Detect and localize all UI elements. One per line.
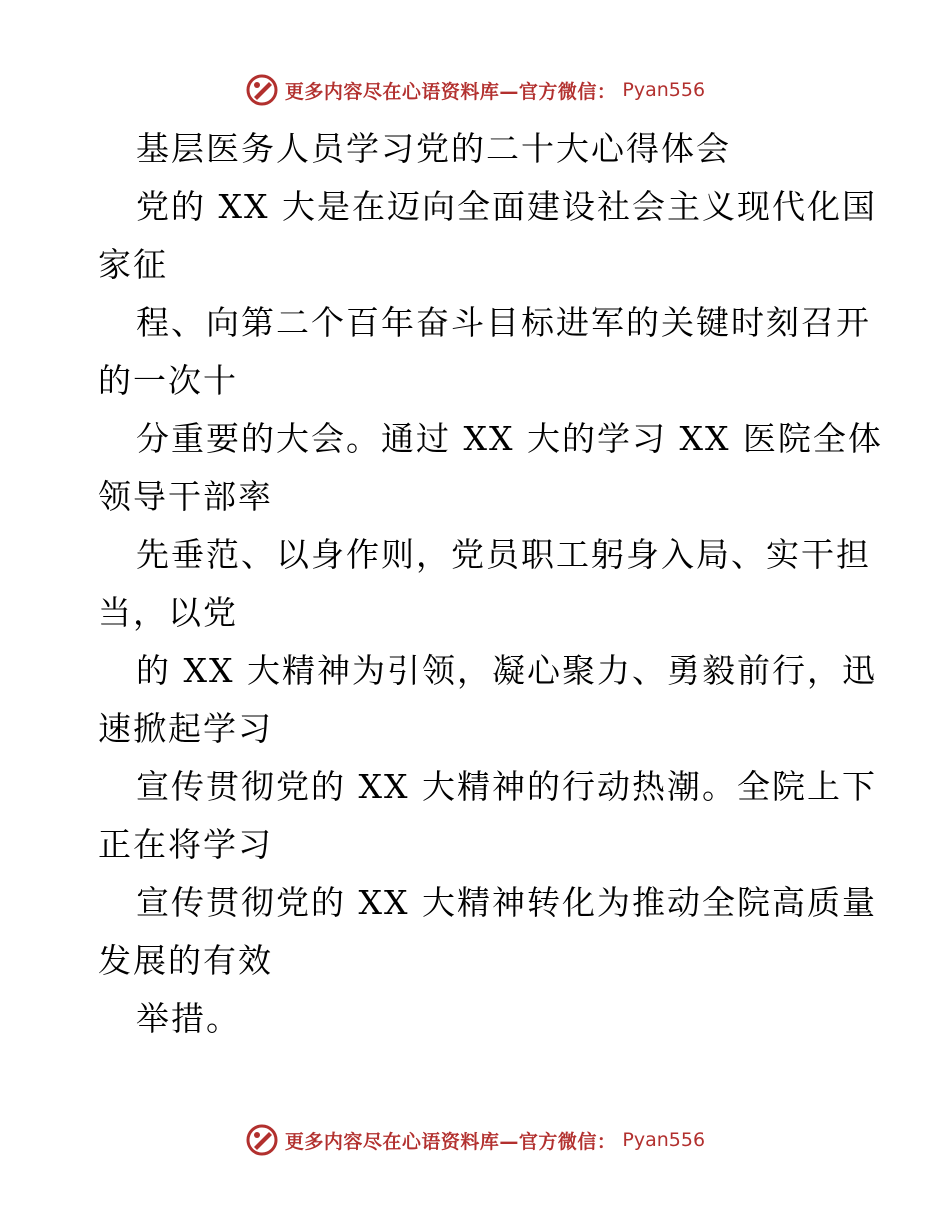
seal-logo-icon xyxy=(245,73,279,107)
text-line: 正在将学习 xyxy=(98,825,273,864)
text-line: 举措。 xyxy=(136,999,241,1038)
text-line: 的 XX 大精神为引领，凝心聚力、勇毅前行，迅 xyxy=(136,651,877,690)
text-line: 分重要的大会。通过 XX 大的学习 XX 医院全体 xyxy=(136,419,883,458)
text-line: 党的 XX 大是在迈向全面建设社会主义现代化国 xyxy=(136,187,877,226)
text-line: 家征 xyxy=(98,245,168,284)
text-line: 当，以党 xyxy=(98,593,238,632)
text-line: 宣传贯彻党的 XX 大精神的行动热潮。全院上下 xyxy=(136,767,877,806)
footer-text: 更多内容尽在心语资料库—官方微信： xyxy=(284,1130,617,1153)
footer-wechat-id: Pyan556 xyxy=(622,1129,706,1151)
text-line: 领导干部率 xyxy=(98,477,273,516)
header-banner xyxy=(0,70,950,110)
text-line: 发展的有效 xyxy=(98,941,273,980)
header-wechat-id: Pyan556 xyxy=(622,79,706,101)
text-line: 宣传贯彻党的 XX 大精神转化为推动全院高质量 xyxy=(136,883,877,922)
text-line: 先垂范、以身作则，党员职工躬身入局、实干担 xyxy=(136,535,871,574)
text-line: 程、向第二个百年奋斗目标进军的关键时刻召开 xyxy=(136,303,871,342)
text-line: 速掀起学习 xyxy=(98,709,273,748)
header-text: 更多内容尽在心语资料库—官方微信： xyxy=(284,80,617,103)
document-body xyxy=(98,120,883,1048)
footer-banner xyxy=(0,1120,950,1160)
text-line: 的一次十 xyxy=(98,361,238,400)
seal-logo-icon xyxy=(245,1123,279,1157)
document-title: 基层医务人员学习党的二十大心得体会 xyxy=(136,129,731,168)
